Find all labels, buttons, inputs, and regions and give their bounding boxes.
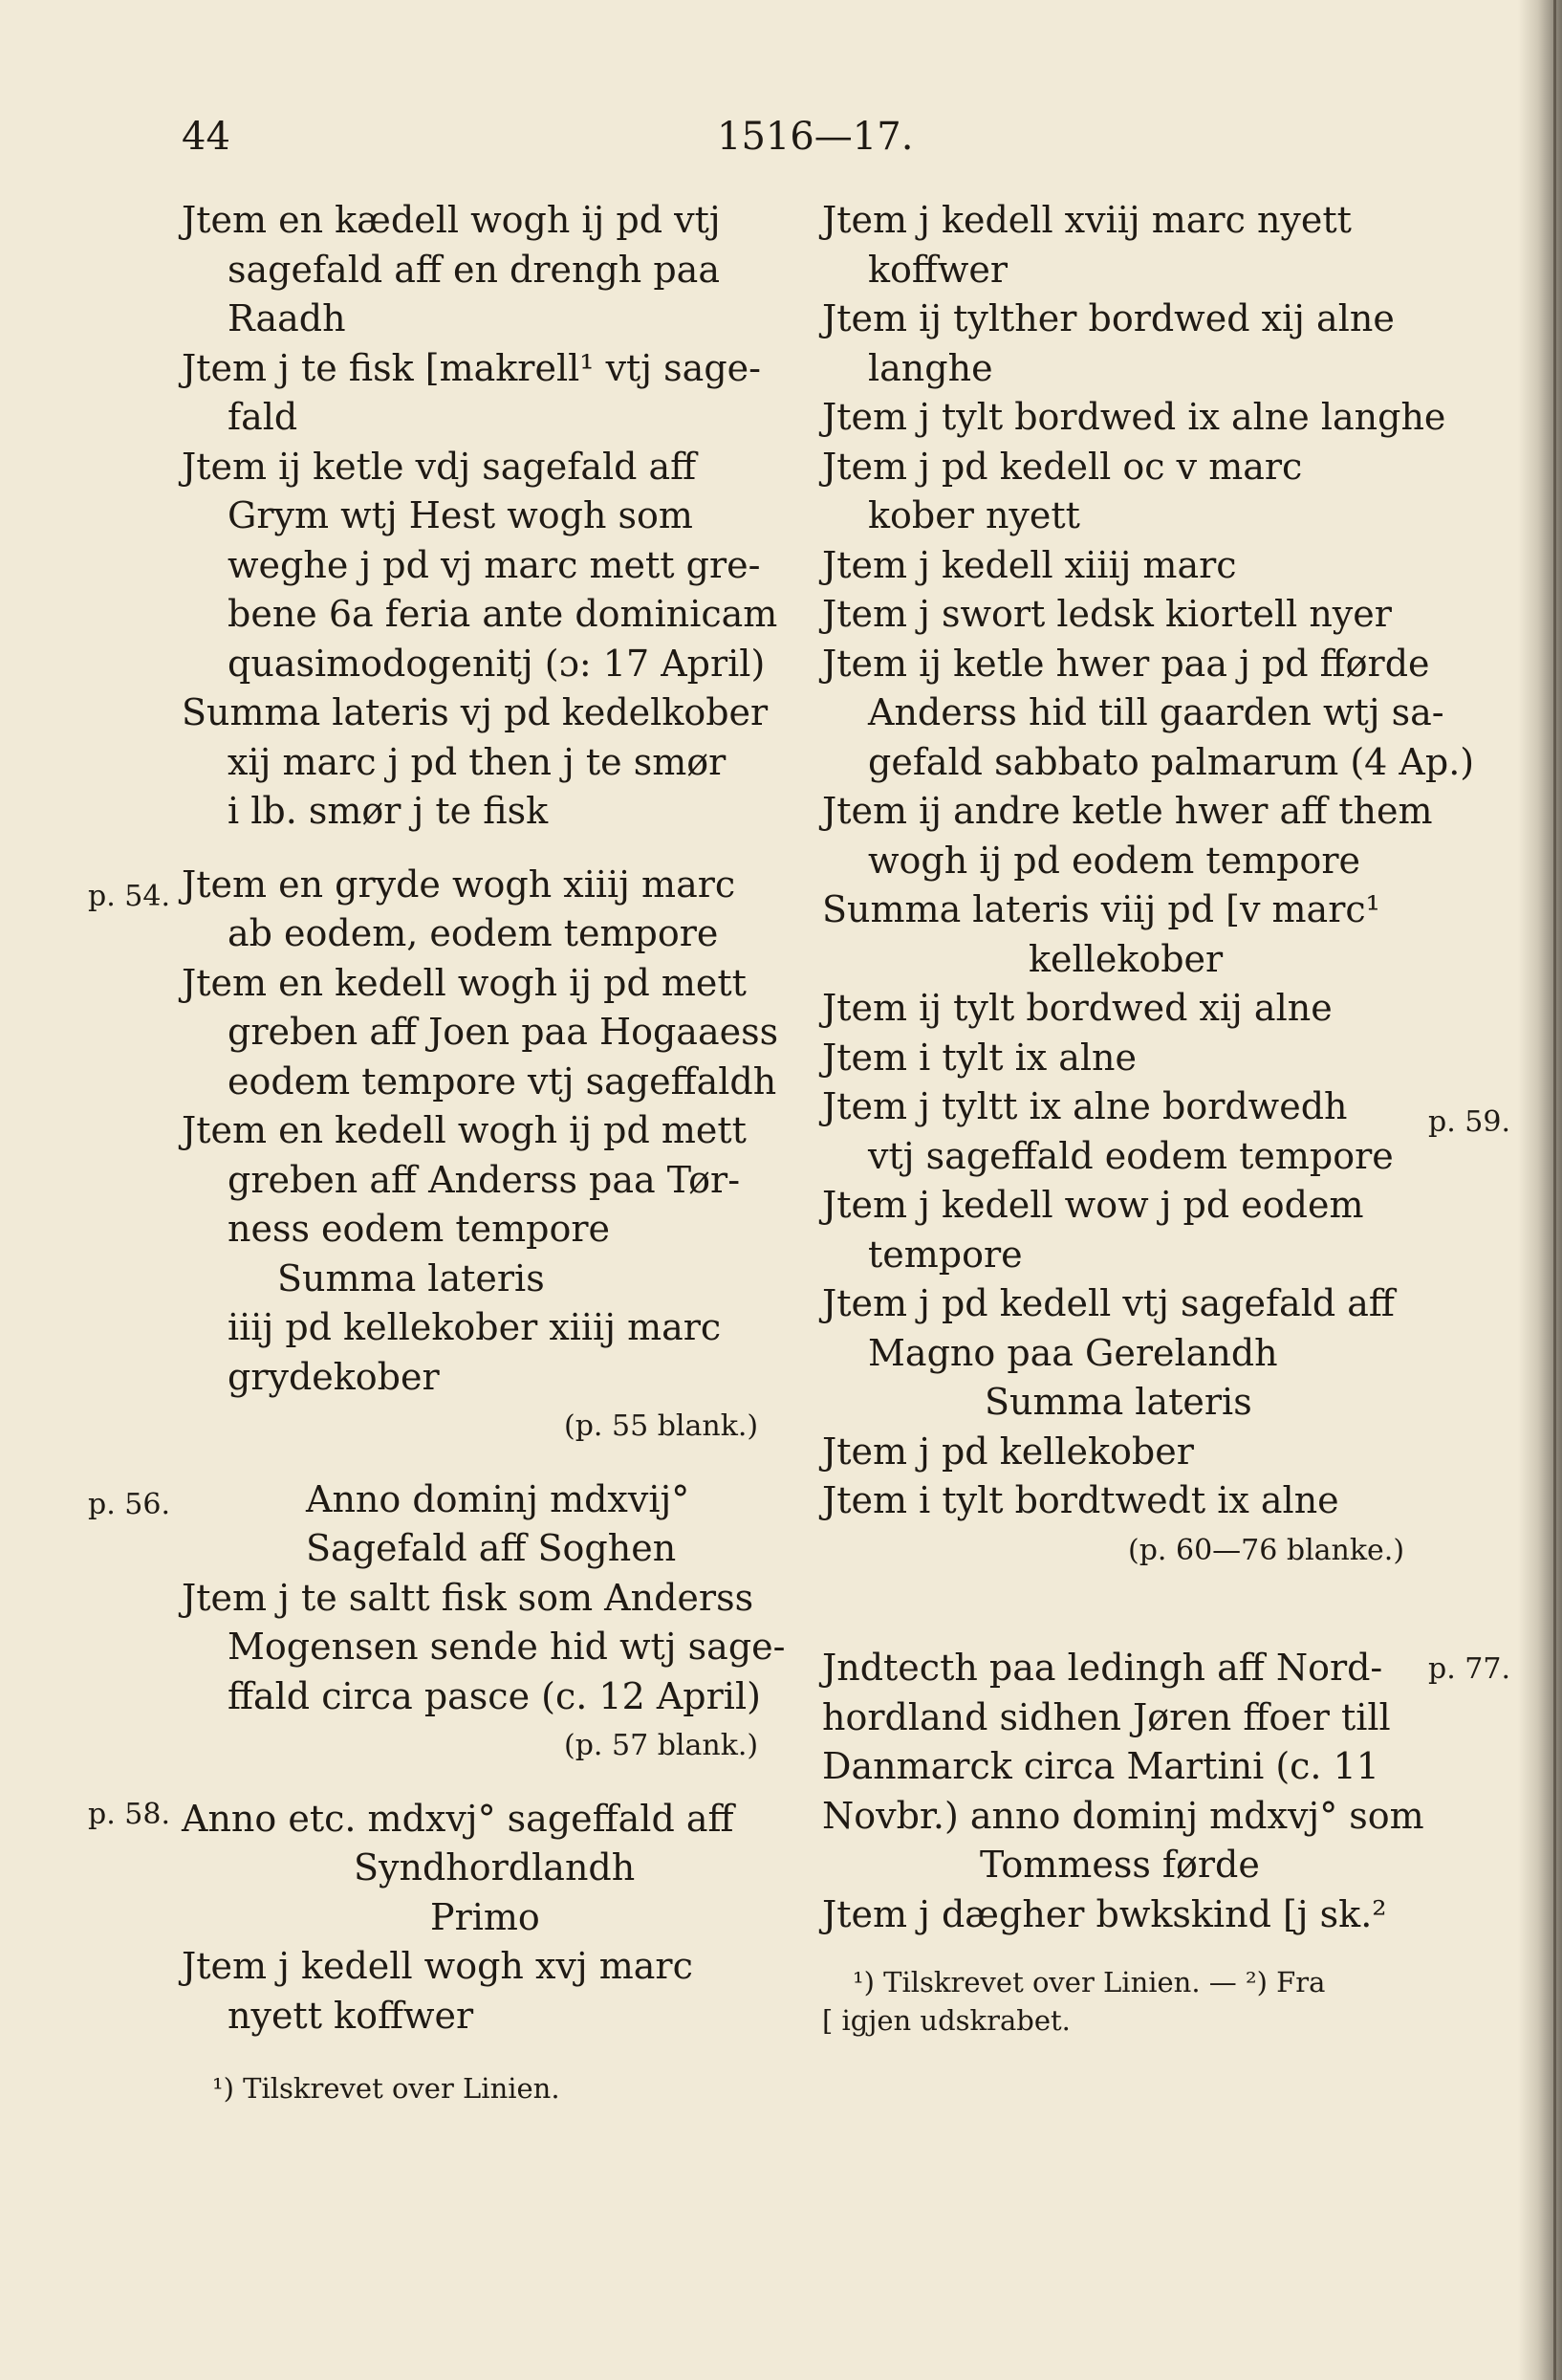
- text-line: vtj sageffald eodem tempore: [868, 1134, 1394, 1177]
- text-line: Jtem ij ketle vdj sagefald aff: [182, 445, 697, 488]
- text-line: Jtem j tyltt ix alne bordwedh: [822, 1085, 1348, 1127]
- text-line: greben aff Joen paa Hogaaess: [228, 1011, 779, 1053]
- text-line: Primo: [430, 1895, 540, 1938]
- page-number: 44: [182, 115, 230, 159]
- text-line: Jtem j dægher bwkskind [j sk.²: [822, 1892, 1387, 1935]
- text-line: nyett koffwer: [228, 1994, 474, 2037]
- text-line: i lb. smør j te fisk: [228, 790, 549, 832]
- text-line: Summa lateris: [277, 1256, 545, 1299]
- text-line: hordland sidhen Jøren ffoer till: [822, 1695, 1391, 1738]
- page-edge-line: [1553, 0, 1556, 2380]
- text-line: Jtem i tylt ix alne: [822, 1036, 1138, 1079]
- text-line: Jtem i tylt bordtwedt ix alne: [822, 1479, 1339, 1521]
- text-line: Summa lateris viij pd [v marc¹: [822, 888, 1380, 930]
- running-header-year: 1516—17.: [717, 115, 914, 159]
- text-line: Summa lateris vj pd kedelkober: [182, 691, 769, 733]
- text-line: Jtem j pd kellekober: [822, 1430, 1194, 1473]
- text-line: Jtem en kedell wogh ij pd mett: [182, 1109, 747, 1151]
- text-line: Sagefald aff Soghen: [306, 1527, 677, 1569]
- footnote: ¹) Tilskrevet over Linien.: [212, 2072, 560, 2105]
- text-line: Jtem ij ketle hwer paa j pd fførde: [822, 642, 1430, 685]
- text-line: weghe j pd vj marc mett gre-: [228, 543, 761, 586]
- text-line: Syndhordlandh: [354, 1846, 636, 1889]
- text-line: Jtem ij tylt bordwed xij alne: [822, 987, 1333, 1029]
- text-line: Tommess førde: [980, 1844, 1260, 1886]
- text-line: langhe: [868, 346, 993, 389]
- text-line: Mogensen sende hid wtj sage-: [228, 1626, 786, 1668]
- text-line: Jtem j kedell xviij marc nyett: [822, 199, 1352, 241]
- margin-note-p59: p. 59.: [1428, 1105, 1510, 1139]
- text-line: Jtem j tylt bordwed ix alne langhe: [822, 396, 1446, 438]
- margin-note-p54: p. 54.: [88, 880, 170, 913]
- text-line: Jtem ij tylther bordwed xij alne: [822, 297, 1395, 339]
- text-line: Grym wtj Hest wogh som: [228, 494, 693, 536]
- text-line: kober nyett: [868, 494, 1080, 536]
- text-line: Raadh: [228, 297, 346, 339]
- margin-note-p77: p. 77.: [1428, 1652, 1510, 1686]
- blank-page-note: (p. 55 blank.): [564, 1409, 759, 1443]
- text-line: Jtem j kedell wow j pd eodem: [822, 1184, 1364, 1226]
- text-line: gefald sabbato palmarum (4 Ap.): [868, 740, 1475, 783]
- text-line: Jndtecth paa ledingh aff Nord-: [822, 1647, 1383, 1689]
- text-line: ffald circa pasce (c. 12 April): [228, 1674, 761, 1717]
- text-line: Jtem j kedell xiiij marc: [822, 543, 1237, 586]
- text-line: Anderss hid till gaarden wtj sa-: [868, 691, 1444, 733]
- text-line: Novbr.) anno dominj mdxvj° som: [822, 1794, 1424, 1837]
- margin-note-p56: p. 56.: [88, 1488, 170, 1521]
- footnote: ¹) Tilskrevet over Linien. — ²) Fra: [853, 1966, 1326, 1998]
- left-column: [182, 196, 793, 2114]
- text-line: Jtem j pd kedell vtj sagefald aff: [822, 1282, 1395, 1324]
- text-line: quasimodogenitj (ɔ: 17 April): [228, 642, 766, 685]
- text-line: kellekober: [1029, 937, 1224, 980]
- text-line: xij marc j pd then j te smør: [228, 740, 727, 783]
- text-line: tempore: [868, 1233, 1023, 1276]
- text-line: Jtem j pd kedell oc v marc: [822, 445, 1303, 488]
- text-line: Magno paa Gerelandh: [868, 1331, 1278, 1374]
- footnote: [ igjen udskrabet.: [822, 2004, 1071, 2037]
- text-line: eodem tempore vtj sageffaldh: [228, 1059, 777, 1103]
- text-line: Jtem en kædell wogh ij pd vtj: [182, 199, 721, 241]
- text-line: bene 6a feria ante dominicam: [228, 593, 778, 635]
- text-line: iiij pd kellekober xiiij marc: [228, 1306, 722, 1348]
- text-line: fald: [228, 396, 298, 438]
- text-line: Danmarck circa Martini (c. 11: [822, 1745, 1379, 1787]
- text-line: grydekober: [228, 1355, 440, 1398]
- text-line: Jtem ij andre ketle hwer aff them: [822, 790, 1433, 832]
- text-line: Jtem en kedell wogh ij pd mett: [182, 961, 747, 1004]
- text-line: Jtem j kedell wogh xvj marc: [182, 1945, 693, 1987]
- text-line: Anno dominj mdxvij°: [306, 1477, 690, 1520]
- text-line: Jtem j te fisk [makrell¹ vtj sage-: [182, 346, 761, 389]
- margin-note-p58: p. 58.: [88, 1798, 170, 1831]
- text-line: ab eodem, eodem tempore: [228, 912, 719, 954]
- blank-page-note: (p. 60—76 blanke.): [1128, 1533, 1405, 1567]
- text-line: greben aff Anderss paa Tør-: [228, 1158, 741, 1201]
- text-line: wogh ij pd eodem tempore: [868, 839, 1360, 882]
- text-line: Summa lateris: [985, 1381, 1252, 1423]
- text-line: Jtem en gryde wogh xiiij marc: [182, 862, 736, 906]
- text-line: koffwer: [868, 248, 1009, 291]
- blank-page-note: (p. 57 blank.): [564, 1729, 759, 1762]
- text-line: Jtem j te saltt fisk som Anderss: [182, 1576, 754, 1619]
- text-line: sagefald aff en drengh paa: [228, 248, 720, 291]
- text-line: Anno etc. mdxvj° sageffald aff: [182, 1797, 734, 1840]
- text-line: Jtem j swort ledsk kiortell nyer: [822, 593, 1392, 635]
- text-line: ness eodem tempore: [228, 1208, 610, 1250]
